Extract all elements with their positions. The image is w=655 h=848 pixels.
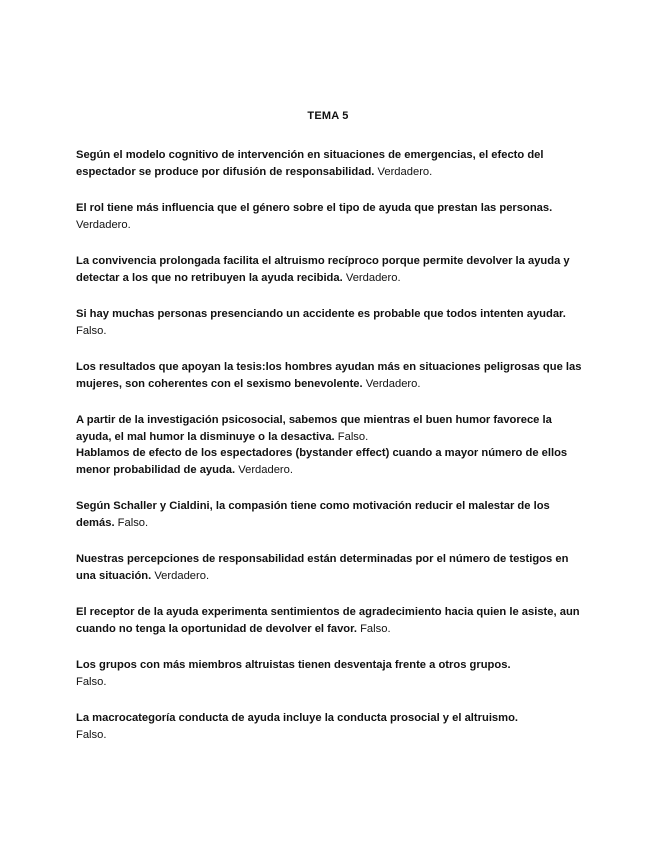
answer-6: Falso. <box>337 430 369 443</box>
quiz-item-9 <box>76 551 586 584</box>
statement-7: Hablamos de efecto de los espectadores (bystander effect) cuando a mayor número de ellos menor probabilidad de ayuda. <box>76 447 568 476</box>
answer-7: Verdadero. <box>238 463 293 476</box>
statement-3: La convivencia prolongada facilita el altruismo recíproco porque permite devolver la ayuda y detectar a los que no retribuyen la ayuda recibida. <box>76 255 570 284</box>
quiz-item-11 <box>76 657 586 690</box>
page-title: TEMA 5 <box>307 110 349 122</box>
answer-9: Verdadero. <box>154 569 210 582</box>
quiz-item-4 <box>76 306 586 339</box>
statement-6: A partir de la investigación psicosocial, sabemos que mientras el buen humor favorece la ayuda, el mal humor la disminuye o la desactiva. <box>76 414 552 443</box>
answer-4: Falso. <box>76 324 107 337</box>
answer-3: Verdadero. <box>345 271 401 284</box>
statement-11: Los grupos con más miembros altruistas tienen desventaja frente a otros grupos. <box>76 659 511 671</box>
answer-5: Verdadero. <box>365 377 421 390</box>
statement-10: El receptor de la ayuda experimenta sentimientos de agradecimiento hacia quien le asiste, aun cuando no tenga la oportunidad de devolver el favor. <box>76 606 580 635</box>
quiz-item-6 <box>76 412 586 445</box>
quiz-item-5 <box>76 359 586 392</box>
quiz-item-3 <box>76 253 586 286</box>
quiz-item-1 <box>76 147 586 180</box>
quiz-item-12 <box>76 710 586 743</box>
answer-2: Verdadero. <box>76 218 131 231</box>
statement-12: La macrocategoría conducta de ayuda incluye la conducta prosocial y el altruismo. <box>76 712 519 724</box>
answer-10: Falso. <box>360 622 391 635</box>
statement-2: El rol tiene más influencia que el género sobre el tipo de ayuda que prestan las personas. <box>76 202 553 214</box>
answer-12: Falso. <box>76 728 107 741</box>
statement-5: Los resultados que apoyan la tesis:los hombres ayudan más en situaciones peligrosas que las mujeres, son coherentes con el sexismo benevolente. <box>76 361 582 390</box>
quiz-item-2 <box>76 200 586 233</box>
answer-11: Falso. <box>76 675 107 688</box>
answer-1: Verdadero. <box>377 165 433 178</box>
answer-8: Falso. <box>117 516 149 529</box>
quiz-item-8 <box>76 498 586 531</box>
statement-9: Nuestras percepciones de responsabilidad están determinadas por el número de testigos en una situación. <box>76 553 569 582</box>
statement-1: Según el modelo cognitivo de intervención en situaciones de emergencias, el efecto del espectador se produce por difusión de responsabilidad. <box>76 149 544 178</box>
quiz-item-10 <box>76 604 586 637</box>
quiz-item-7 <box>76 445 586 478</box>
statement-4: Si hay muchas personas presenciando un accidente es probable que todos intenten ayudar. <box>76 308 566 320</box>
statement-8: Según Schaller y Cialdini, la compasión tiene como motivación reducir el malestar de los demás. <box>76 500 550 529</box>
